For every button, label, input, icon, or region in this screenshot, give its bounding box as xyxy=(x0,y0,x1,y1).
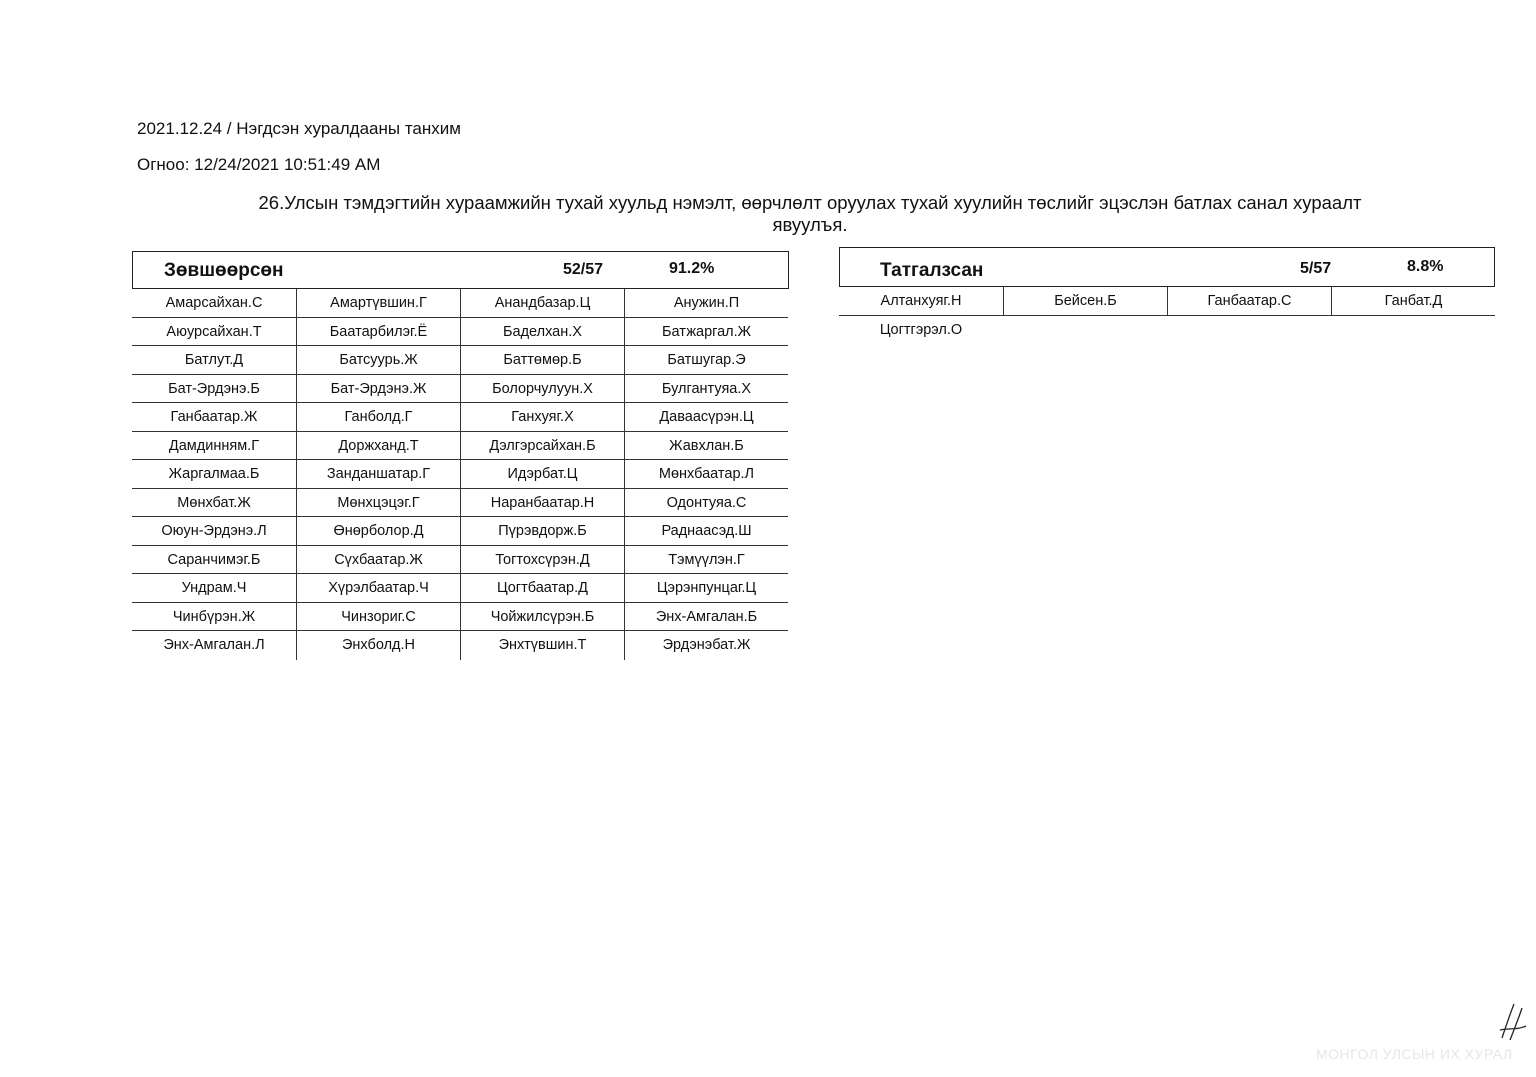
member-name-cell: Эрдэнэбат.Ж xyxy=(624,631,788,660)
member-name-cell: Пүрэвдорж.Б xyxy=(460,517,624,546)
member-name-cell: Бейсен.Б xyxy=(1003,287,1167,316)
member-name-cell: Дамдинням.Г xyxy=(132,432,296,461)
watermark: МОНГОЛ УЛСЫН ИХ ХУРАЛ xyxy=(1316,1046,1513,1062)
rejected-percent: 8.8% xyxy=(1407,258,1444,275)
member-name-cell: Мөнхцэцэг.Г xyxy=(296,489,460,518)
member-name-cell: Анужин.П xyxy=(624,289,788,318)
member-name-cell: Аюурсайхан.Т xyxy=(132,318,296,347)
approved-header xyxy=(132,251,789,289)
member-name-cell: Амарсайхан.С xyxy=(132,289,296,318)
member-name-cell: Тэмүүлэн.Г xyxy=(624,546,788,575)
member-name-cell: Даваасүрэн.Ц xyxy=(624,403,788,432)
member-name-cell: Хүрэлбаатар.Ч xyxy=(296,574,460,603)
member-name-cell: Батжаргал.Ж xyxy=(624,318,788,347)
member-name-cell: Бат-Эрдэнэ.Б xyxy=(132,375,296,404)
member-name-cell: Амартүвшин.Г xyxy=(296,289,460,318)
member-name-cell: Баттөмөр.Б xyxy=(460,346,624,375)
member-name-cell: Анандбазар.Ц xyxy=(460,289,624,318)
member-name-cell: Раднаасэд.Ш xyxy=(624,517,788,546)
member-name-cell: Цэрэнпунцаг.Ц xyxy=(624,574,788,603)
member-name-cell: Ганбаатар.Ж xyxy=(132,403,296,432)
member-name-cell: Баатарбилэг.Ё xyxy=(296,318,460,347)
member-name-cell: Алтанхуяг.Н xyxy=(839,287,1003,316)
member-name-cell: Энхтүвшин.Т xyxy=(460,631,624,660)
member-name-cell: Бат-Эрдэнэ.Ж xyxy=(296,375,460,404)
member-name-cell: Батсуурь.Ж xyxy=(296,346,460,375)
session-line: 2021.12.24 / Нэгдсэн хуралдааны танхим xyxy=(137,119,461,138)
motion-line-2: явуулъя. xyxy=(772,214,848,235)
motion-line-1: 26.Улсын тэмдэгтийн хураамжийн тухай хуульд нэмэлт, өөрчлөлт оруулах тухай хуулийн төслийг эцэслэн батлах санал хураалт xyxy=(258,192,1362,213)
approved-percent: 91.2% xyxy=(669,260,715,277)
member-name-cell: Идэрбат.Ц xyxy=(460,460,624,489)
member-name-cell: Цогтгэрэл.О xyxy=(879,322,963,338)
member-name-cell: Чинбүрэн.Ж xyxy=(132,603,296,632)
member-name-cell: Энхболд.Н xyxy=(296,631,460,660)
approved-count: 52/57 xyxy=(563,261,604,278)
member-name-cell: Оюун-Эрдэнэ.Л xyxy=(132,517,296,546)
member-name-cell: Жавхлан.Б xyxy=(624,432,788,461)
rejected-panel xyxy=(839,247,1495,345)
member-name-cell: Чойжилсүрэн.Б xyxy=(460,603,624,632)
motion-text xyxy=(170,192,1450,236)
member-name-cell: Мөнхбаатар.Л xyxy=(624,460,788,489)
member-name-cell: Ундрам.Ч xyxy=(132,574,296,603)
member-name-cell: Өнөрболор.Д xyxy=(296,517,460,546)
member-name-cell: Одонтуяа.С xyxy=(624,489,788,518)
member-name-cell: Ганбат.Д xyxy=(1331,287,1495,316)
approved-title: Зөвшөөрсөн xyxy=(164,260,284,281)
member-name-cell: Чинзориг.С xyxy=(296,603,460,632)
member-name-cell: Энх-Амгалан.Б xyxy=(624,603,788,632)
rejected-header xyxy=(839,247,1495,287)
member-name-cell: Булгантуяа.Х xyxy=(624,375,788,404)
approved-names-grid xyxy=(132,289,789,660)
rejected-names-grid xyxy=(839,287,1495,345)
rejected-title: Татгалзсан xyxy=(880,260,984,281)
member-name-cell: Энх-Амгалан.Л xyxy=(163,637,265,653)
member-name-cell: Баделхан.Х xyxy=(460,318,624,347)
signature-mark xyxy=(1492,1000,1532,1045)
member-name-cell: Занданшатар.Г xyxy=(296,460,460,489)
date-line: Огноо: 12/24/2021 10:51:49 AM xyxy=(137,155,381,174)
member-name-cell: Батшугар.Э xyxy=(624,346,788,375)
rejected-count: 5/57 xyxy=(1300,260,1332,277)
member-name-cell: Дэлгэрсайхан.Б xyxy=(460,432,624,461)
member-name-cell: Ганбаатар.С xyxy=(1167,287,1331,316)
member-name-cell: Мөнхбат.Ж xyxy=(132,489,296,518)
member-name-cell: Жаргалмаа.Б xyxy=(132,460,296,489)
member-name-cell: Ганболд.Г xyxy=(296,403,460,432)
member-name-cell: Наранбаатар.Н xyxy=(460,489,624,518)
member-name-cell: Цогтбаатар.Д xyxy=(460,574,624,603)
approved-panel xyxy=(132,251,789,660)
member-name-cell: Доржханд.Т xyxy=(296,432,460,461)
member-name-cell: Саранчимэг.Б xyxy=(132,546,296,575)
member-name-cell: Ганхуяг.Х xyxy=(460,403,624,432)
member-name-cell: Сүхбаатар.Ж xyxy=(296,546,460,575)
member-name-cell: Болорчулуун.Х xyxy=(460,375,624,404)
member-name-cell: Батлут.Д xyxy=(132,346,296,375)
member-name-cell: Тогтохсүрэн.Д xyxy=(460,546,624,575)
